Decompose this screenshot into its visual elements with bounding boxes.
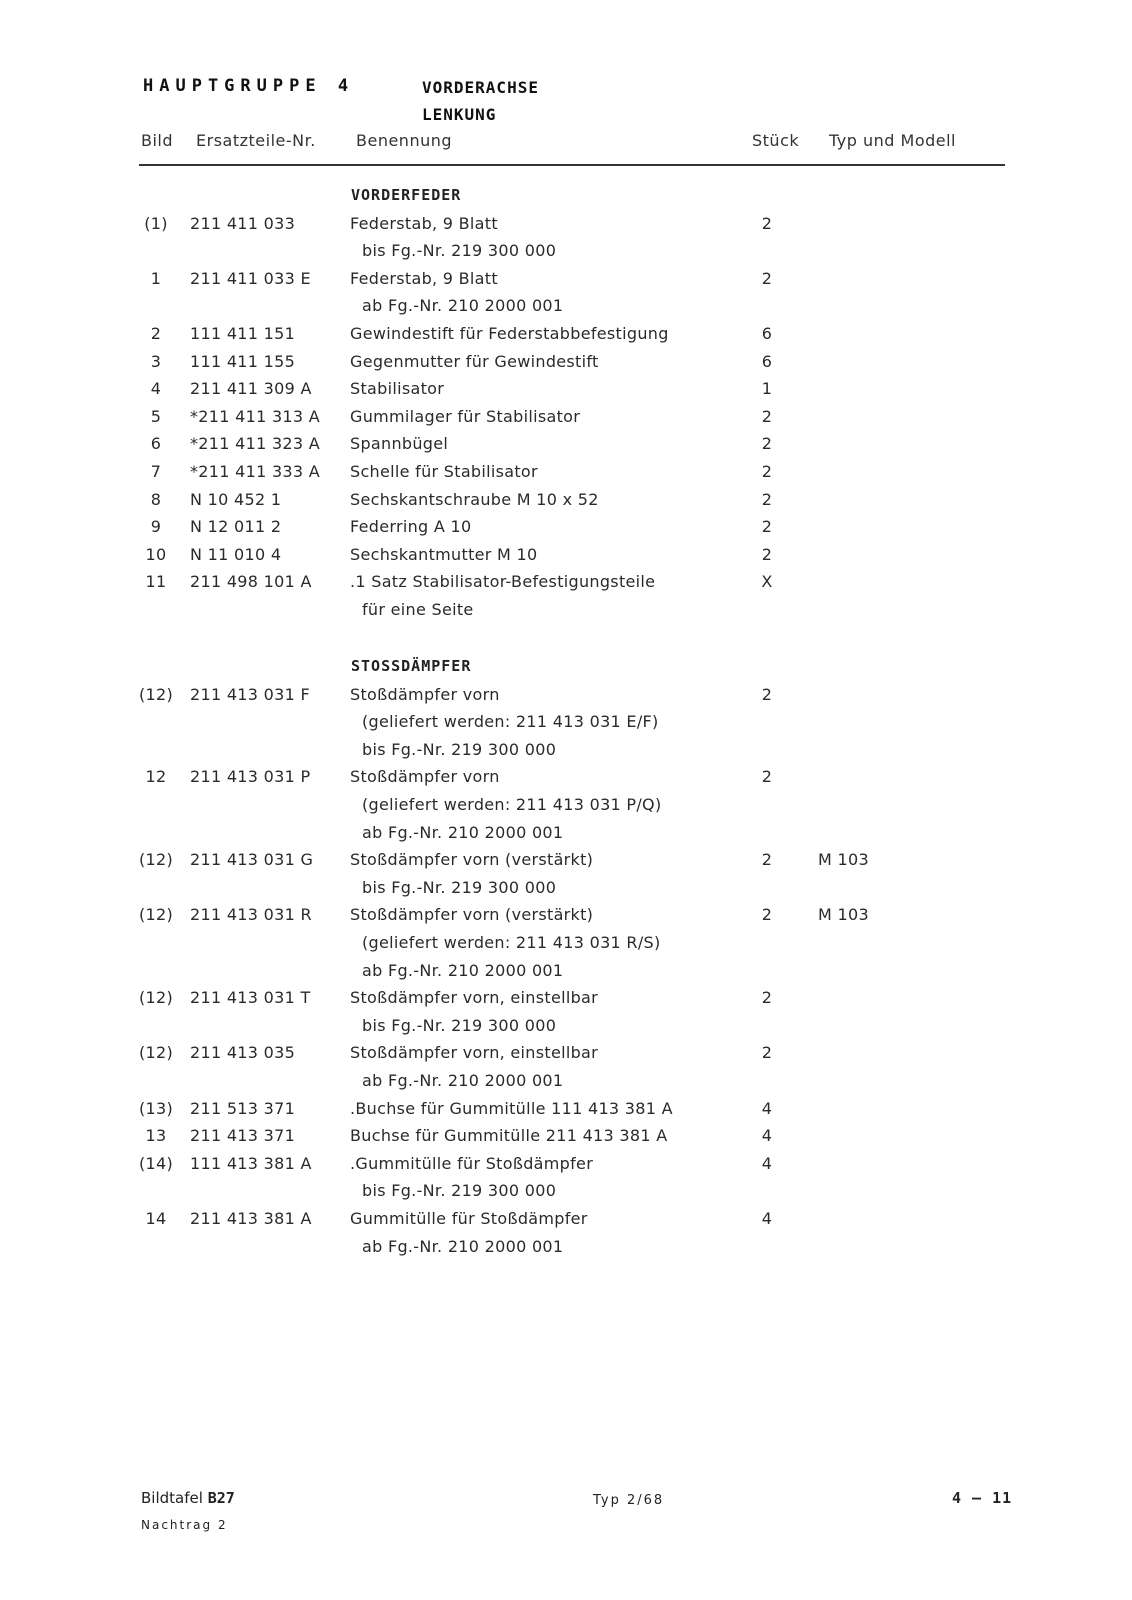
row-figure-number: 10 [145, 545, 167, 564]
row-figure-number: (12) [138, 1043, 174, 1062]
row-note: ab Fg.-Nr. 210 2000 001 [362, 823, 564, 842]
row-quantity: 2 [761, 490, 773, 509]
row-description: .1 Satz Stabilisator-Befestigungsteile [350, 572, 656, 591]
row-part-number: 211 413 371 [190, 1126, 296, 1145]
row-note: (geliefert werden: 211 413 031 P/Q) [362, 795, 662, 814]
row-quantity: X [761, 572, 773, 591]
supplement-label: Nachtrag 2 [141, 1518, 228, 1532]
row-figure-number: 5 [150, 407, 162, 426]
row-figure-number: 9 [150, 517, 162, 536]
main-group-title: HAUPTGRUPPE 4 [143, 76, 355, 96]
row-part-number: 211 413 031 F [190, 685, 310, 704]
row-description: Federstab, 9 Blatt [350, 269, 498, 288]
section-title-front-axle: VORDERACHSE [422, 78, 539, 97]
header-divider [139, 164, 1005, 166]
row-figure-number: (12) [138, 988, 174, 1007]
row-figure-number: 12 [145, 767, 167, 786]
row-quantity: 2 [761, 214, 773, 233]
row-part-number: 211 413 035 [190, 1043, 296, 1062]
row-quantity: 2 [761, 685, 773, 704]
row-note: (geliefert werden: 211 413 031 R/S) [362, 933, 661, 952]
column-header-part-number: Ersatzteile-Nr. [196, 131, 316, 150]
row-figure-number: 6 [150, 434, 162, 453]
row-quantity: 2 [761, 462, 773, 481]
row-quantity: 2 [761, 434, 773, 453]
row-figure-number: 1 [150, 269, 162, 288]
row-description: Stoßdämpfer vorn [350, 767, 500, 786]
row-type-model: M 103 [818, 905, 869, 924]
row-figure-number: (1) [144, 214, 168, 233]
row-note: bis Fg.-Nr. 219 300 000 [362, 878, 557, 897]
row-note: ab Fg.-Nr. 210 2000 001 [362, 961, 564, 980]
section-heading: STOSSDÄMPFER [351, 657, 472, 675]
row-figure-number: 8 [150, 490, 162, 509]
plate-label-text: Bildtafel [141, 1489, 203, 1507]
row-description: Sechskantschraube M 10 x 52 [350, 490, 599, 509]
row-quantity: 2 [761, 767, 773, 786]
row-description: .Gummitülle für Stoßdämpfer [350, 1154, 594, 1173]
row-quantity: 6 [761, 352, 773, 371]
row-quantity: 4 [761, 1099, 773, 1118]
row-description: Stoßdämpfer vorn (verstärkt) [350, 850, 594, 869]
row-part-number: 211 498 101 A [190, 572, 312, 591]
row-description: Stabilisator [350, 379, 445, 398]
row-part-number: 211 411 033 E [190, 269, 311, 288]
row-quantity: 6 [761, 324, 773, 343]
row-part-number: 211 413 031 P [190, 767, 311, 786]
row-description: Gewindestift für Federstabbefestigung [350, 324, 669, 343]
row-description: Schelle für Stabilisator [350, 462, 538, 481]
row-description: Sechskantmutter M 10 [350, 545, 538, 564]
row-quantity: 4 [761, 1126, 773, 1145]
row-note: für eine Seite [362, 600, 474, 619]
row-part-number: N 12 011 2 [190, 517, 282, 536]
row-part-number: *211 411 313 A [190, 407, 321, 426]
row-quantity: 2 [761, 517, 773, 536]
column-header-quantity: Stück [752, 131, 800, 150]
column-header-bild: Bild [141, 131, 174, 150]
row-description: Stoßdämpfer vorn (verstärkt) [350, 905, 594, 924]
row-note: ab Fg.-Nr. 210 2000 001 [362, 1071, 564, 1090]
row-description: Stoßdämpfer vorn, einstellbar [350, 988, 599, 1007]
row-quantity: 4 [761, 1154, 773, 1173]
row-part-number: 111 413 381 A [190, 1154, 312, 1173]
row-figure-number: 4 [150, 379, 162, 398]
row-quantity: 2 [761, 407, 773, 426]
row-part-number: 211 413 031 G [190, 850, 314, 869]
row-part-number: 211 411 309 A [190, 379, 312, 398]
row-figure-number: 14 [145, 1209, 167, 1228]
row-note: bis Fg.-Nr. 219 300 000 [362, 241, 557, 260]
row-part-number: 211 513 371 [190, 1099, 296, 1118]
row-quantity: 2 [761, 905, 773, 924]
row-part-number: N 10 452 1 [190, 490, 282, 509]
row-quantity: 2 [761, 1043, 773, 1062]
row-figure-number: 7 [150, 462, 162, 481]
row-part-number: 211 413 381 A [190, 1209, 312, 1228]
row-description: .Buchse für Gummitülle 111 413 381 A [350, 1099, 673, 1118]
row-quantity: 2 [761, 545, 773, 564]
section-heading: VORDERFEDER [351, 186, 462, 204]
row-figure-number: (12) [138, 850, 174, 869]
plate-code: B27 [207, 1489, 235, 1507]
row-figure-number: (13) [138, 1099, 174, 1118]
row-note: ab Fg.-Nr. 210 2000 001 [362, 296, 564, 315]
row-quantity: 2 [761, 850, 773, 869]
section-title-steering: LENKUNG [422, 105, 497, 124]
row-note: bis Fg.-Nr. 219 300 000 [362, 740, 557, 759]
row-part-number: N 11 010 4 [190, 545, 282, 564]
row-figure-number: 11 [145, 572, 167, 591]
row-note: ab Fg.-Nr. 210 2000 001 [362, 1237, 564, 1256]
row-description: Stoßdämpfer vorn, einstellbar [350, 1043, 599, 1062]
row-note: (geliefert werden: 211 413 031 E/F) [362, 712, 659, 731]
row-description: Federstab, 9 Blatt [350, 214, 498, 233]
row-part-number: 111 411 155 [190, 352, 296, 371]
row-part-number: 111 411 151 [190, 324, 296, 343]
row-figure-number: 13 [145, 1126, 167, 1145]
row-quantity: 1 [761, 379, 773, 398]
column-header-type-model: Typ und Modell [829, 131, 956, 150]
row-quantity: 2 [761, 988, 773, 1007]
row-note: bis Fg.-Nr. 219 300 000 [362, 1016, 557, 1035]
row-part-number: *211 411 323 A [190, 434, 321, 453]
row-figure-number: (12) [138, 905, 174, 924]
row-description: Gummilager für Stabilisator [350, 407, 581, 426]
row-figure-number: 2 [150, 324, 162, 343]
row-quantity: 2 [761, 269, 773, 288]
row-type-model: M 103 [818, 850, 869, 869]
row-description: Spannbügel [350, 434, 449, 453]
row-description: Federring A 10 [350, 517, 472, 536]
row-figure-number: 3 [150, 352, 162, 371]
row-part-number: *211 411 333 A [190, 462, 321, 481]
row-quantity: 4 [761, 1209, 773, 1228]
plate-label [141, 1489, 235, 1507]
row-note: bis Fg.-Nr. 219 300 000 [362, 1181, 557, 1200]
row-part-number: 211 411 033 [190, 214, 296, 233]
row-figure-number: (14) [138, 1154, 174, 1173]
row-description: Gegenmutter für Gewindestift [350, 352, 599, 371]
row-figure-number: (12) [138, 685, 174, 704]
row-part-number: 211 413 031 T [190, 988, 311, 1007]
row-part-number: 211 413 031 R [190, 905, 312, 924]
row-description: Gummitülle für Stoßdämpfer [350, 1209, 588, 1228]
page-number: 4 – 11 [952, 1489, 1013, 1507]
column-header-description: Benennung [356, 131, 453, 150]
type-date: Typ 2/68 [593, 1493, 665, 1508]
row-description: Buchse für Gummitülle 211 413 381 A [350, 1126, 668, 1145]
row-description: Stoßdämpfer vorn [350, 685, 500, 704]
